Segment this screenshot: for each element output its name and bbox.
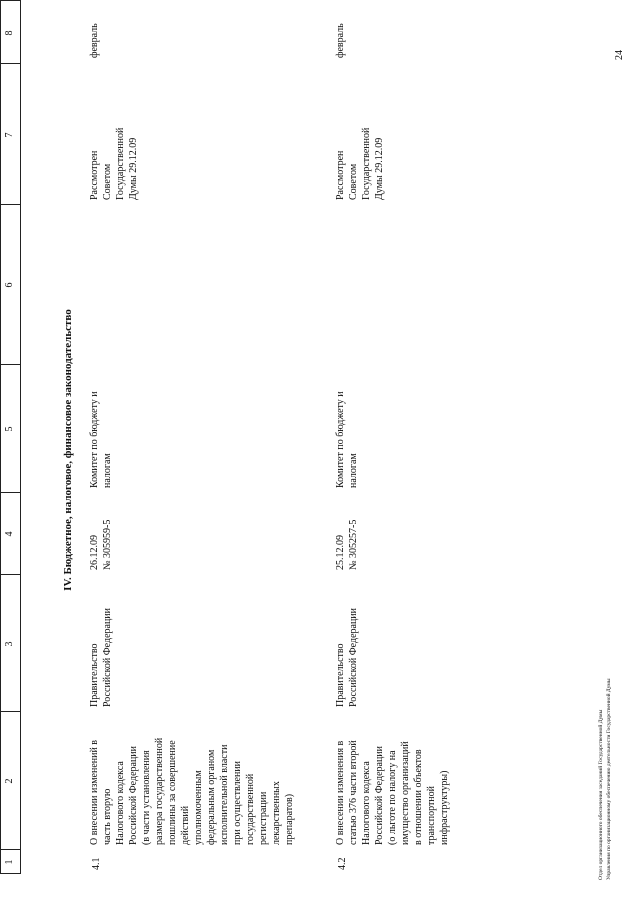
title-line: в отношении объектов: [413, 749, 424, 845]
row-4-1-number: 4.1: [91, 857, 102, 870]
title-line: О внесении изменений в: [89, 739, 100, 845]
title-line: статью 376 части второй: [348, 740, 359, 845]
title-line: федеральным органом: [206, 749, 217, 845]
title-line: препаратов): [284, 793, 295, 845]
title-line: пошлины за совершение: [167, 740, 178, 845]
title-line: исполнительной власти: [219, 744, 230, 845]
section-title: IV. Бюджетное, налоговое, финансовое законодательство: [62, 309, 74, 591]
col-divider-3: [0, 574, 21, 575]
table-right-border: [0, 0, 21, 1]
column-number-7: 7: [4, 132, 15, 138]
status-line: Думы 29.12.09: [128, 137, 139, 200]
column-number-6: 6: [4, 282, 15, 288]
committee-line: Комитет по бюджету и: [89, 391, 100, 488]
row-4-1-month: февраль: [89, 23, 100, 58]
registration-date: 26.12.09: [89, 535, 100, 570]
page-number: 24: [614, 50, 625, 60]
title-line: лекарственных: [271, 781, 282, 845]
initiator-line: Правительство: [335, 643, 346, 707]
status-line: Государственной: [115, 127, 126, 200]
column-number-1: 1: [4, 859, 15, 865]
row-4-1-committee: [88, 367, 114, 488]
column-number-5: 5: [4, 426, 15, 432]
footer-department-line: Отдел организационного обеспечения заседаний Государственной Думы: [598, 709, 604, 880]
status-line: Государственной: [361, 127, 372, 200]
column-number-3: 3: [4, 641, 15, 647]
title-line: часть вторую: [102, 788, 113, 845]
row-4-2-registration: [334, 494, 360, 570]
title-line: О внесении изменения в: [335, 740, 346, 845]
column-number-4: 4: [4, 531, 15, 537]
title-line: транспортной: [426, 785, 437, 845]
row-4-2-status: [334, 66, 386, 200]
title-line: Российской Федерации: [128, 745, 139, 845]
row-4-2-initiator: [334, 577, 360, 707]
title-line: Налогового кодекса: [361, 761, 372, 845]
initiator-line: Правительство: [89, 643, 100, 707]
col-divider-7: [0, 63, 21, 64]
row-4-2-committee: [334, 367, 360, 488]
title-line: уполномоченным: [193, 770, 204, 845]
footer-directorate-line: Управления по организационному обеспечению деятельности Государственной Думы: [606, 678, 612, 880]
table-top-border: [0, 0, 1, 874]
column-number-8: 8: [4, 30, 15, 36]
row-4-1-initiator: [88, 577, 114, 707]
col-divider-5: [0, 364, 21, 365]
registration-number: № 305257-5: [348, 519, 359, 570]
title-line: Российской Федерации: [374, 745, 385, 845]
title-line: (о льготе по налогу на: [387, 750, 398, 845]
committee-line: налогам: [102, 453, 113, 488]
row-4-2-number: 4.2: [337, 857, 348, 870]
status-line: Рассмотрен: [89, 150, 100, 200]
title-line: (в части установления: [141, 750, 152, 845]
status-line: Думы 29.12.09: [374, 137, 385, 200]
col-divider-4: [0, 492, 21, 493]
title-line: размера государственной: [154, 737, 165, 845]
title-line: инфраструктуры): [439, 770, 450, 845]
title-line: при осуществлении: [232, 760, 243, 845]
row-4-2-title: [334, 713, 451, 845]
col-divider-6: [0, 204, 21, 205]
committee-line: налогам: [348, 453, 359, 488]
title-line: Налогового кодекса: [115, 761, 126, 845]
table-left-border: [0, 873, 21, 874]
registration-date: 25.12.09: [335, 535, 346, 570]
row-4-1-status: [88, 66, 140, 200]
status-line: Советом: [348, 163, 359, 200]
col-divider-1: [0, 849, 21, 850]
title-line: действий: [180, 805, 191, 845]
header-bottom-border: [20, 0, 21, 874]
title-line: государственной: [245, 773, 256, 845]
title-line: имущество организаций: [400, 741, 411, 845]
status-line: Рассмотрен: [335, 150, 346, 200]
registration-number: № 305959-5: [102, 519, 113, 570]
title-line: регистрации: [258, 791, 269, 845]
row-4-1-title: [88, 713, 296, 845]
row-4-2-month: февраль: [335, 23, 346, 58]
row-4-1-registration: [88, 494, 114, 570]
col-divider-2: [0, 711, 21, 712]
initiator-line: Российской Федерации: [102, 607, 113, 707]
committee-line: Комитет по бюджету и: [335, 391, 346, 488]
initiator-line: Российской Федерации: [348, 607, 359, 707]
status-line: Советом: [102, 163, 113, 200]
column-number-2: 2: [4, 778, 15, 784]
